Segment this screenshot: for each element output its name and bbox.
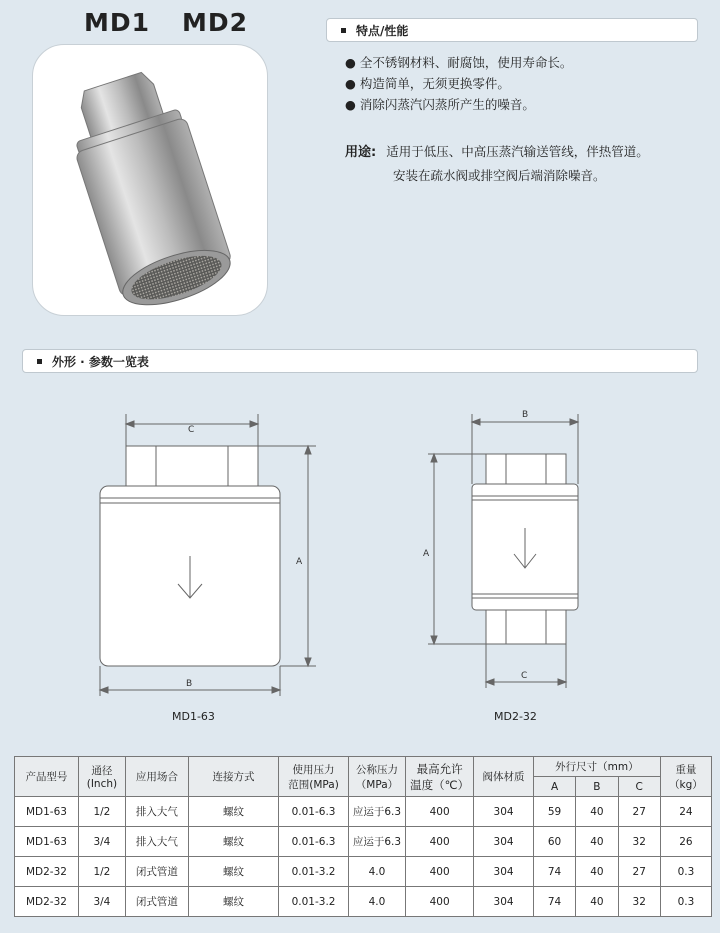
header-max-temp: 最高允许 温度（℃）	[406, 757, 474, 797]
drawing-caption-md2-32: MD2-32	[494, 710, 537, 723]
drawing-md2-32	[420, 404, 590, 694]
header-model: 产品型号	[15, 757, 79, 797]
feature-item: ● 全不锈钢材料、耐腐蚀，使用寿命长。	[345, 55, 573, 70]
header-nominal-pressure: 公称压力 （MPa）	[348, 757, 405, 797]
dim-label-b: B	[186, 679, 193, 689]
model-title-md1: MD1	[84, 8, 151, 37]
table-row: MD1-63 1/2 排入大气 螺纹 0.01-6.3 应运于6.3 400 304 59 40 27 24	[15, 797, 712, 827]
section-features-header	[326, 18, 698, 42]
section-specs-title: 外形 · 参数一览表	[52, 354, 149, 369]
square-bullet-icon	[341, 28, 346, 33]
section-specs-header	[22, 349, 698, 373]
drawing-caption-md1-63: MD1-63	[172, 710, 215, 723]
feature-item: ● 构造简单，无须更换零件。	[345, 76, 510, 91]
usage-label: 用途:	[345, 145, 377, 160]
header-pressure-range: 使用压力 范围(MPa)	[279, 757, 349, 797]
square-bullet-icon	[37, 359, 42, 364]
header-weight: 重量 （kg）	[660, 757, 711, 797]
table-row: MD2-32 3/4 闭式管道 螺纹 0.01-3.2 4.0 400 304 74 40 32 0.3	[15, 887, 712, 917]
model-title-md2: MD2	[182, 8, 249, 37]
feature-list	[345, 52, 572, 115]
header-material: 阀体材质	[474, 757, 534, 797]
section-features-title: 特点/性能	[356, 23, 409, 38]
feature-item: ● 消除闪蒸汽闪蒸所产生的噪音。	[345, 97, 535, 112]
product-photo	[32, 44, 268, 316]
header-dim-a: A	[533, 777, 575, 797]
dim-label-c: C	[521, 671, 528, 681]
usage-block	[345, 140, 649, 187]
dim-label-b: B	[522, 410, 529, 420]
table-row: MD2-32 1/2 闭式管道 螺纹 0.01-3.2 4.0 400 304 74 40 27 0.3	[15, 857, 712, 887]
drawing-md1-63	[90, 408, 330, 700]
header-size: 通径 (Inch)	[78, 757, 125, 797]
header-dim-b: B	[576, 777, 618, 797]
table-row: MD1-63 3/4 排入大气 螺纹 0.01-6.3 应运于6.3 400 304 60 40 32 26	[15, 827, 712, 857]
header-dims: 外行尺寸（mm）	[533, 757, 660, 777]
header-connection: 连接方式	[188, 757, 278, 797]
header-usage: 应用场合	[125, 757, 188, 797]
usage-line-1: 适用于低压、中高压蒸汽输送管线，伴热管道。	[386, 144, 649, 159]
usage-line-2: 安装在疏水阀或排空阀后端消除噪音。	[393, 168, 606, 183]
header-dim-c: C	[618, 777, 660, 797]
dim-label-a: A	[423, 549, 430, 559]
dim-label-c: C	[188, 425, 195, 435]
spec-table	[14, 756, 712, 917]
dim-label-a: A	[296, 557, 303, 567]
